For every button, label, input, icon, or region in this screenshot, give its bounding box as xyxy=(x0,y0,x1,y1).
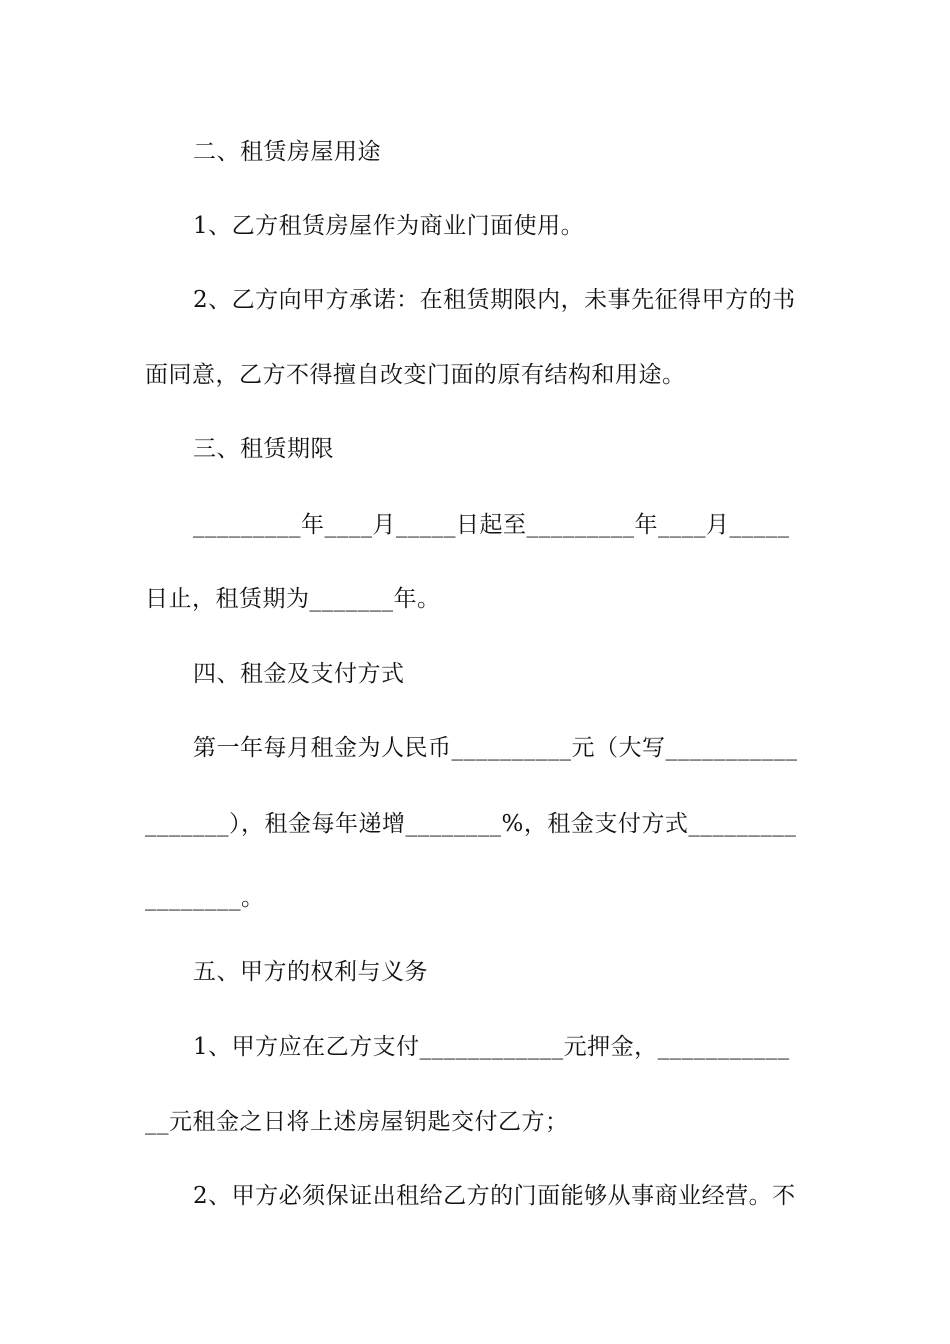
paragraph-line: 1、乙方租赁房屋作为商业门面使用。 xyxy=(193,213,585,239)
paragraph-line: ________。 xyxy=(145,885,265,911)
paragraph-line: 第一年每月租金为人民币__________元（大写___________ xyxy=(193,735,798,761)
paragraph-line: __元租金之日将上述房屋钥匙交付乙方； xyxy=(145,1109,569,1135)
section-heading-landlord-rights: 五、甲方的权利与义务 xyxy=(193,959,428,985)
paragraph-line: _________年____月_____日起至_________年____月_____ xyxy=(193,512,790,538)
section-heading-rent: 四、租金及支付方式 xyxy=(193,661,405,687)
paragraph-line: 2、甲方必须保证出租给乙方的门面能够从事商业经营。不 xyxy=(193,1183,796,1209)
section-heading-term: 三、租赁期限 xyxy=(193,436,334,462)
section-heading-usage: 二、租赁房屋用途 xyxy=(193,139,381,165)
paragraph-line: _______），租金每年递增________%，租金支付方式_________ xyxy=(145,811,797,837)
paragraph-line: 2、乙方向甲方承诺：在租赁期限内，未事先征得甲方的书 xyxy=(193,287,796,313)
paragraph-line: 面同意，乙方不得擅自改变门面的原有结构和用途。 xyxy=(145,362,686,388)
paragraph-line: 日止，租赁期为_______年。 xyxy=(145,586,441,612)
paragraph-line: 1、甲方应在乙方支付____________元押金，___________ xyxy=(193,1034,790,1060)
